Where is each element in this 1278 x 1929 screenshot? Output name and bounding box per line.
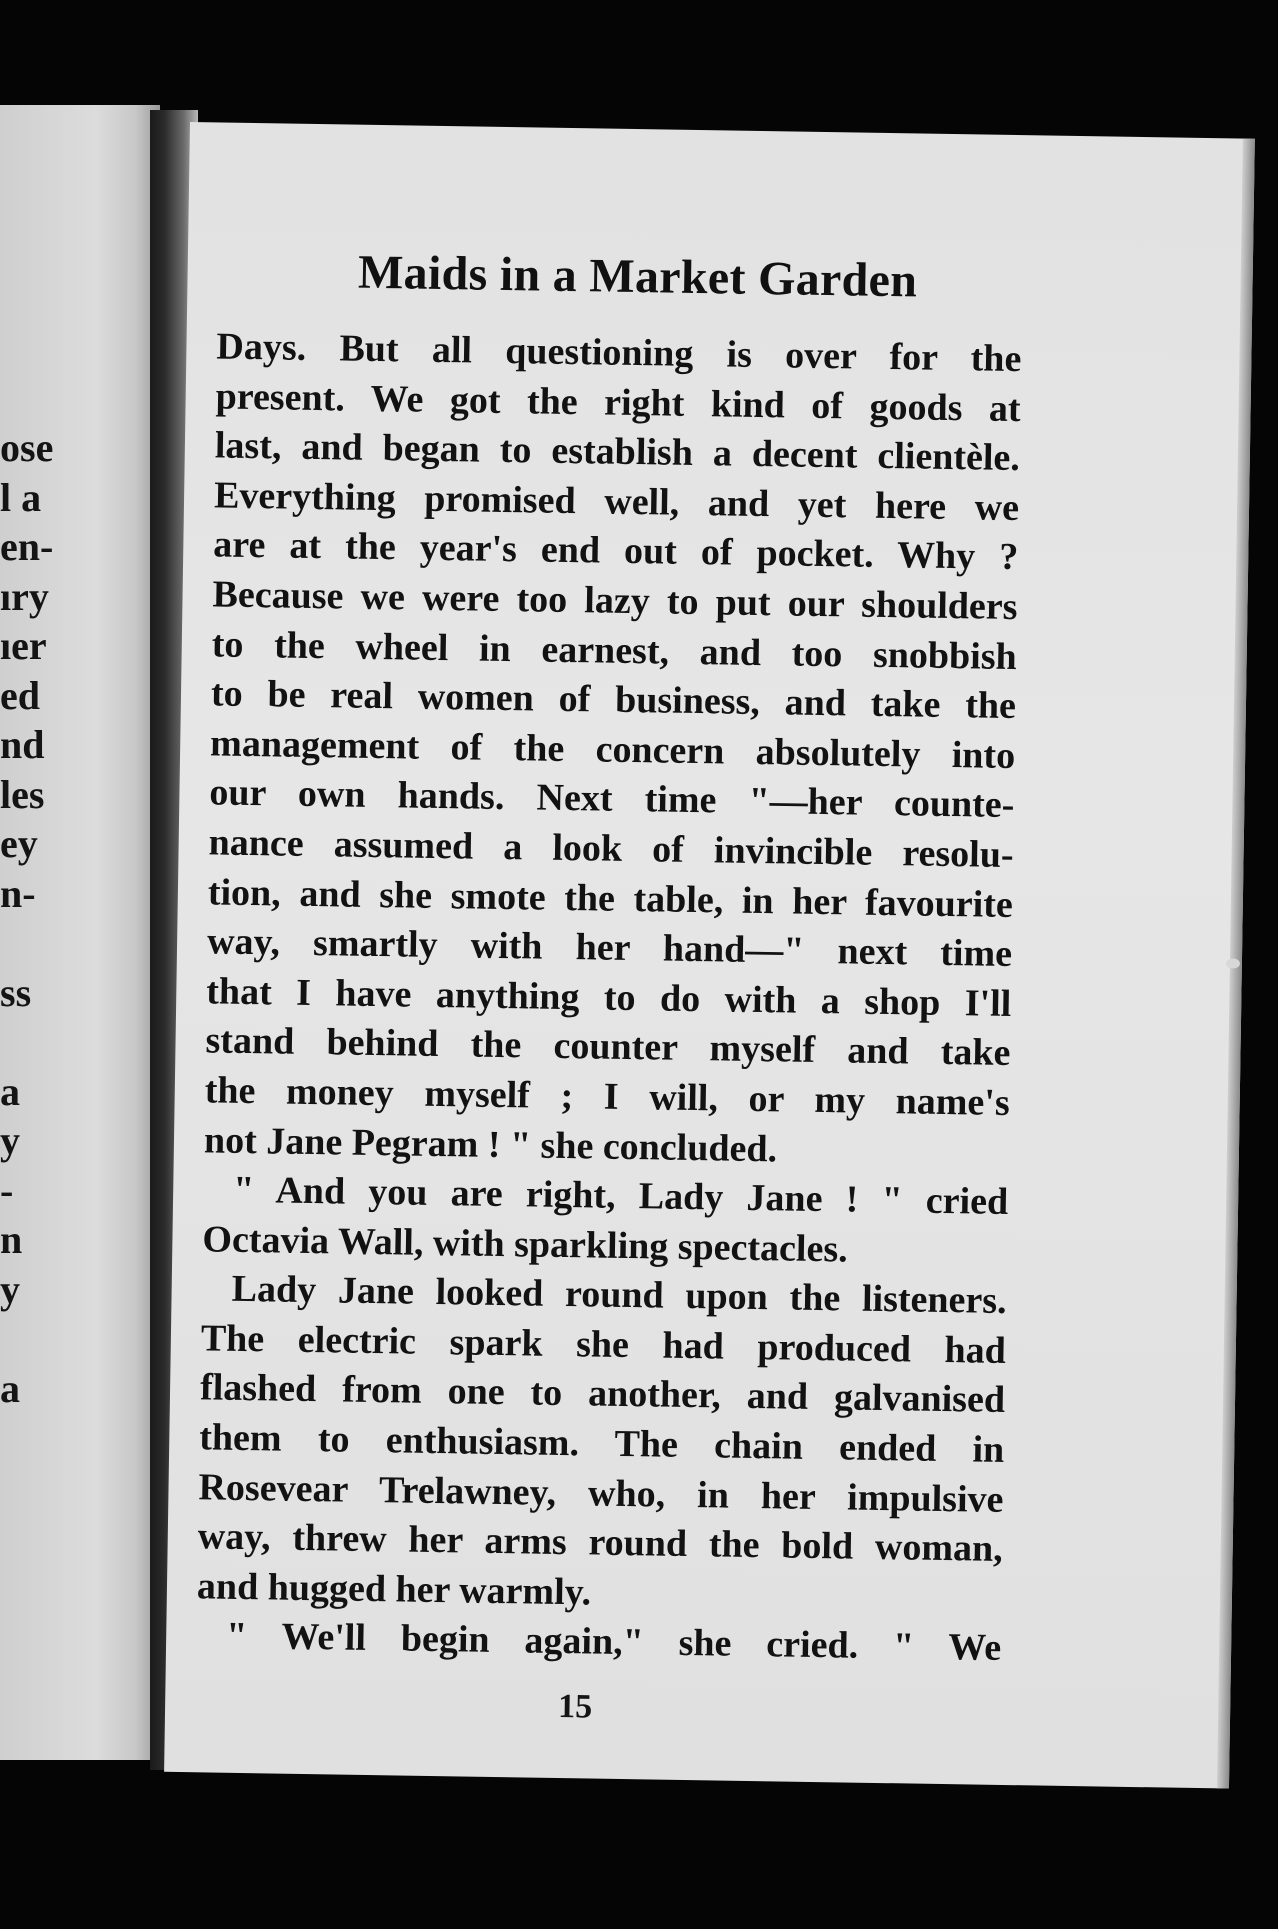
left-fragment-line: ss: [0, 969, 32, 1015]
text-line: nance assumed a look of invincible resolu-: [208, 821, 1014, 876]
text-line: present. We got the right kind of goods at: [215, 375, 1021, 430]
left-fragment-line: y: [0, 1118, 20, 1163]
text-line: Lady Jane looked round upon the listeners.: [231, 1268, 1007, 1323]
page-speck: [1226, 958, 1240, 968]
text-line: Because we were too lazy to put our shoulders: [212, 573, 1018, 629]
left-fragment-line: n: [0, 1217, 23, 1262]
text-line: " And you are right, Lady Jane ! " cried: [232, 1168, 1009, 1224]
text-line: The electric spark she had produced had: [200, 1317, 1007, 1372]
left-fragment-line: a: [0, 1365, 20, 1411]
left-fragment-line: [0, 918, 60, 968]
text-line: way, smartly with her hand—" next time: [206, 920, 1013, 976]
text-line: stand behind the counter myself and take: [205, 1019, 1011, 1075]
text-line: our own hands. Next time "—her counte-: [209, 771, 1015, 827]
left-fragment-line: n-: [0, 870, 36, 916]
left-page-text: [0, 423, 60, 1413]
text-line: way, threw her arms round the bold woman,: [197, 1515, 1004, 1571]
left-fragment-line: en-: [0, 524, 54, 569]
text-line: Days. But all questioning is over for the: [216, 325, 1022, 381]
page-number: 15: [557, 1687, 593, 1726]
left-fragment-line: ıry: [0, 573, 49, 619]
text-line: them to enthusiasm. The chain ended in: [199, 1416, 1005, 1472]
left-fragment-line: l a: [0, 474, 42, 520]
left-fragment-line: [0, 1314, 60, 1364]
book-page: [164, 122, 1255, 1789]
text-line: Rosevear Trelawney, who, in her impulsive: [198, 1465, 1004, 1521]
left-fragment-line: [0, 1017, 60, 1067]
text-line: to be real women of business, and take the: [210, 672, 1017, 728]
left-fragment-line: nd: [0, 722, 45, 767]
text-line: are at the year's end out of pocket. Why ?: [213, 523, 1019, 579]
text-line: tion, and she smote the table, in her favourite: [207, 870, 1014, 926]
text-line: to the wheel in earnest, and too snobbish: [211, 622, 1018, 678]
left-fragment-line: ıer: [0, 623, 47, 668]
text-line: and hugged her warmly.: [196, 1565, 592, 1614]
text-line: Octavia Wall, with sparkling spectacles.: [202, 1218, 849, 1271]
text-line: the money myself ; I will, or my name's: [204, 1069, 1011, 1124]
text-line: that I have anything to do with a shop I'll: [206, 970, 1012, 1025]
text-line: management of the concern absolutely into: [209, 722, 1016, 777]
text-line: last, and began to establish a decent clientèle.: [214, 424, 1021, 480]
running-head: Maids in a Market Garden: [357, 245, 918, 308]
text-line: flashed from one to another, and galvanised: [199, 1366, 1006, 1422]
text-line: " We'll begin again," she cried. " We: [225, 1615, 1002, 1670]
left-fragment-line: les: [0, 771, 45, 817]
left-fragment-line: ey: [0, 821, 38, 866]
left-fragment-line: a: [0, 1068, 20, 1114]
left-fragment-line: ose: [0, 425, 54, 470]
left-fragment-line: -: [0, 1167, 14, 1213]
left-fragment-line: ed: [0, 672, 40, 718]
text-line: not Jane Pegram ! " she concluded.: [203, 1118, 778, 1170]
left-fragment-line: y: [0, 1266, 20, 1312]
page-body-text: [196, 322, 1022, 1674]
left-page-fragment: [0, 105, 160, 1760]
text-line: Everything promised well, and yet here we: [213, 474, 1020, 529]
